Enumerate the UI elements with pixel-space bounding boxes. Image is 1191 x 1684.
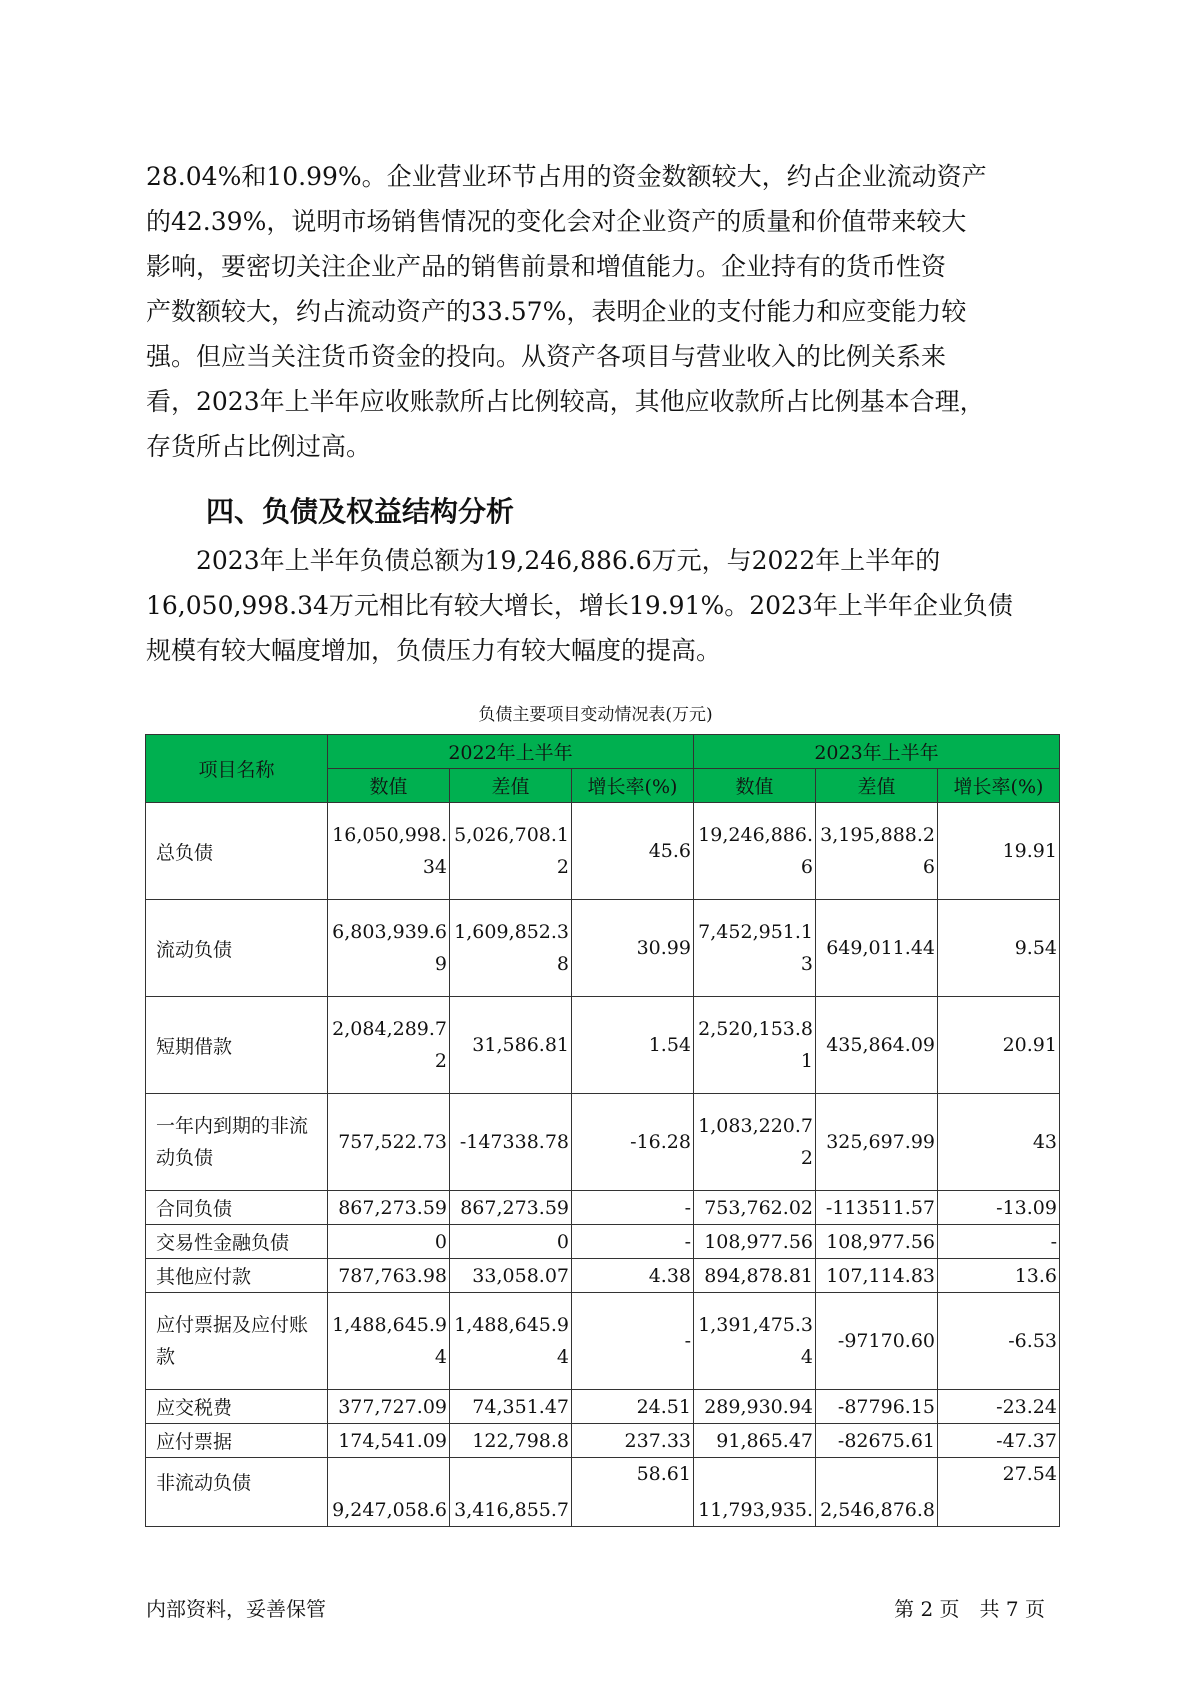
table-caption: 负债主要项目变动情况表(万元) (478, 705, 713, 725)
cell-diff-2022: 74,351.47 (450, 1390, 572, 1424)
row-label: 一年内到期的非流动负债 (146, 1094, 328, 1191)
text-line: 28.04%和10.99%。企业营业环节占用的资金数额较大，约占企业流动资产 (146, 162, 987, 191)
cell-diff-2023: 107,114.83 (816, 1259, 938, 1293)
cell-growth-2022: 237.33 (572, 1424, 694, 1458)
cell-diff-2023: 435,864.09 (816, 997, 938, 1094)
cell-growth-2023: -47.37 (938, 1424, 1060, 1458)
table-row (146, 1293, 1060, 1390)
cell-value-2023: 7,452,951.13 (694, 900, 816, 997)
cell-diff-2023: -87796.15 (816, 1390, 938, 1424)
analysis-paragraph-assets (146, 154, 1046, 469)
header-item-name: 项目名称 (146, 735, 328, 803)
cell-diff-2022: 5,026,708.12 (450, 803, 572, 900)
cell-value-2023: 894,878.81 (694, 1259, 816, 1293)
cell-growth-2022: 1.54 (572, 997, 694, 1094)
cell-growth-2022: 24.51 (572, 1390, 694, 1424)
table-row (146, 1458, 1060, 1527)
text-line: 看，2023年上半年应收账款所占比例较高，其他应收款所占比例基本合理， (146, 387, 985, 416)
text-line: 影响，要密切关注企业产品的销售前景和增值能力。企业持有的货币性资 (146, 252, 947, 281)
cell-value-2023: 108,977.56 (694, 1225, 816, 1259)
cell-growth-2023: 27.54 (938, 1458, 1060, 1527)
header-value-2022: 数值 (328, 769, 450, 803)
cell-value-2023: 753,762.02 (694, 1191, 816, 1225)
row-label: 合同负债 (146, 1191, 328, 1225)
row-label: 其他应付款 (146, 1259, 328, 1293)
cell-value-2022: 2,084,289.72 (328, 997, 450, 1094)
cell-diff-2023: 108,977.56 (816, 1225, 938, 1259)
cell-diff-2023: -82675.61 (816, 1424, 938, 1458)
row-label: 应交税费 (146, 1390, 328, 1424)
row-label: 应付票据 (146, 1424, 328, 1458)
cell-growth-2023: 19.91 (938, 803, 1060, 900)
cell-diff-2022: 3,416,855.7 (450, 1458, 572, 1527)
cell-value-2022: 757,522.73 (328, 1094, 450, 1191)
cell-diff-2023: 325,697.99 (816, 1094, 938, 1191)
cell-value-2022: 867,273.59 (328, 1191, 450, 1225)
cell-growth-2022: - (572, 1293, 694, 1390)
text-line: 规模有较大幅度增加，负债压力有较大幅度的提高。 (146, 636, 722, 665)
cell-value-2022: 16,050,998.34 (328, 803, 450, 900)
cell-growth-2023: 13.6 (938, 1259, 1060, 1293)
cell-diff-2023: 3,195,888.26 (816, 803, 938, 900)
row-label: 应付票据及应付账款 (146, 1293, 328, 1390)
header-period-2023: 2023年上半年 (694, 735, 1060, 769)
cell-value-2023: 91,865.47 (694, 1424, 816, 1458)
table-row (146, 1094, 1060, 1191)
liability-table (145, 734, 1060, 1527)
cell-value-2022: 787,763.98 (328, 1259, 450, 1293)
cell-growth-2022: 45.6 (572, 803, 694, 900)
table-row (146, 1424, 1060, 1458)
cell-diff-2023: 649,011.44 (816, 900, 938, 997)
cell-growth-2023: -13.09 (938, 1191, 1060, 1225)
cell-value-2023: 11,793,935. (694, 1458, 816, 1527)
cell-growth-2023: 43 (938, 1094, 1060, 1191)
cell-growth-2022: 4.38 (572, 1259, 694, 1293)
table-row (146, 1191, 1060, 1225)
cell-value-2022: 6,803,939.69 (328, 900, 450, 997)
cell-value-2023: 2,520,153.81 (694, 997, 816, 1094)
section-heading: 四、负债及权益结构分析 (206, 495, 515, 528)
table-row (146, 997, 1060, 1094)
cell-diff-2022: 0 (450, 1225, 572, 1259)
cell-growth-2022: - (572, 1191, 694, 1225)
cell-growth-2022: -16.28 (572, 1094, 694, 1191)
row-label: 交易性金融负债 (146, 1225, 328, 1259)
analysis-paragraph-liabilities (146, 538, 1046, 673)
cell-growth-2023: -23.24 (938, 1390, 1060, 1424)
table-row (146, 1225, 1060, 1259)
cell-growth-2022: 58.61 (572, 1458, 694, 1527)
table-row (146, 803, 1060, 900)
cell-diff-2022: -147338.78 (450, 1094, 572, 1191)
cell-diff-2023: -97170.60 (816, 1293, 938, 1390)
row-label: 非流动负债 (146, 1458, 328, 1527)
cell-diff-2022: 867,273.59 (450, 1191, 572, 1225)
cell-growth-2023: 20.91 (938, 997, 1060, 1094)
cell-diff-2023: 2,546,876.8 (816, 1458, 938, 1527)
header-value-2023: 数值 (694, 769, 816, 803)
cell-value-2022: 0 (328, 1225, 450, 1259)
cell-value-2022: 9,247,058.6 (328, 1458, 450, 1527)
table-row (146, 1259, 1060, 1293)
cell-diff-2022: 31,586.81 (450, 997, 572, 1094)
header-period-2022: 2022年上半年 (328, 735, 694, 769)
cell-diff-2022: 1,488,645.94 (450, 1293, 572, 1390)
cell-value-2023: 1,391,475.34 (694, 1293, 816, 1390)
header-growth-2023: 增长率(%) (938, 769, 1060, 803)
cell-value-2023: 1,083,220.72 (694, 1094, 816, 1191)
cell-growth-2023: -6.53 (938, 1293, 1060, 1390)
text-line: 存货所占比例过高。 (146, 432, 372, 461)
row-label: 流动负债 (146, 900, 328, 997)
cell-growth-2022: - (572, 1225, 694, 1259)
row-label: 短期借款 (146, 997, 328, 1094)
cell-diff-2022: 122,798.8 (450, 1424, 572, 1458)
cell-diff-2022: 33,058.07 (450, 1259, 572, 1293)
cell-value-2022: 1,488,645.94 (328, 1293, 450, 1390)
text-line: 的42.39%，说明市场销售情况的变化会对企业资产的质量和价值带来较大 (146, 207, 967, 236)
cell-value-2022: 174,541.09 (328, 1424, 450, 1458)
cell-growth-2022: 30.99 (572, 900, 694, 997)
header-diff-2023: 差值 (816, 769, 938, 803)
cell-diff-2023: -113511.57 (816, 1191, 938, 1225)
footer-confidential-note: 内部资料，妥善保管 (146, 1597, 326, 1621)
footer-page-number: 第 2 页 共 7 页 (894, 1597, 1045, 1621)
text-line: 2023年上半年负债总额为19,246,886.6万元，与2022年上半年的 (146, 546, 941, 575)
table-row (146, 900, 1060, 997)
text-line: 强。但应当关注货币资金的投向。从资产各项目与营业收入的比例关系来 (146, 342, 947, 371)
cell-value-2023: 19,246,886.6 (694, 803, 816, 900)
cell-value-2022: 377,727.09 (328, 1390, 450, 1424)
cell-diff-2022: 1,609,852.38 (450, 900, 572, 997)
cell-growth-2023: - (938, 1225, 1060, 1259)
text-line: 产数额较大，约占流动资产的33.57%，表明企业的支付能力和应变能力较 (146, 297, 967, 326)
header-diff-2022: 差值 (450, 769, 572, 803)
row-label: 总负债 (146, 803, 328, 900)
cell-growth-2023: 9.54 (938, 900, 1060, 997)
cell-value-2023: 289,930.94 (694, 1390, 816, 1424)
text-line: 16,050,998.34万元相比有较大增长，增长19.91%。2023年上半年企业负债 (146, 591, 1013, 620)
header-growth-2022: 增长率(%) (572, 769, 694, 803)
table-row (146, 1390, 1060, 1424)
